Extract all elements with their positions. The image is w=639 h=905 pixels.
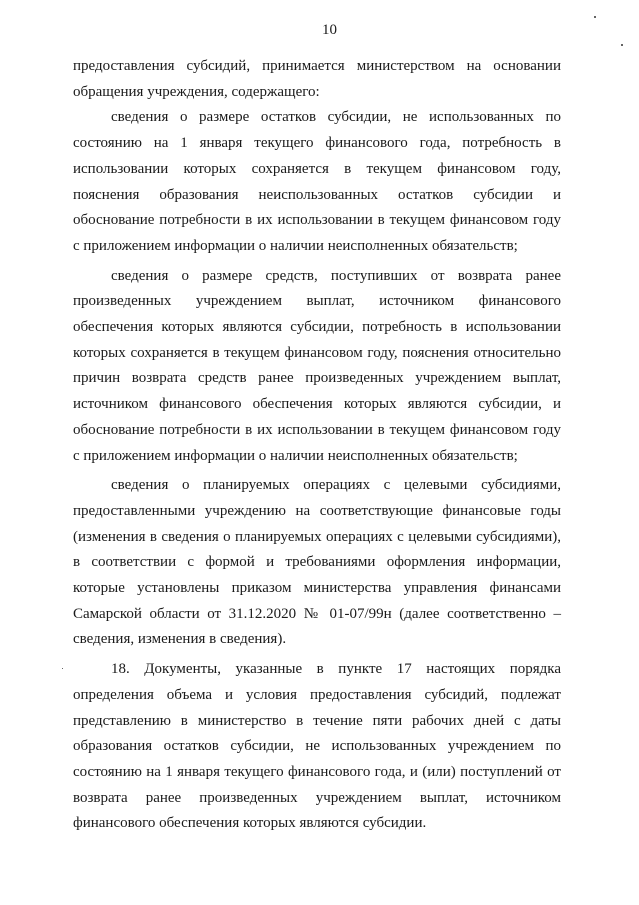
paragraph-remaining-subsidy-info: сведения о размере остатков субсидии, не использованных по состоянию на 1 января текущего финансового года, потребность в использовании которых сохраняется в текущем финансовом году, пояснения образования неиспользованных остатков субсидии и обоснование потребности в их использовании в текущем финансовом году с приложением информации о наличии неисполненных обязательств; bbox=[73, 109, 561, 254]
document-body bbox=[73, 54, 561, 837]
paragraph-continuation: предоставления субсидий, принимается министерством на основании обращения учреждения, содержащего: bbox=[73, 58, 561, 100]
paragraph-returned-funds-info: сведения о размере средств, поступивших от возврата ранее произведенных учреждением выплат, источником финансового обеспечения которых являются субсидии, потребность в использовании которых сохраняется в текущем финансовом году, пояснения относительно причин возврата средств ранее произведенных учреждением выплат, источником финансового обеспечения которых являются субсидии, и обоснование потребности в их использовании в текущем финансовом году с приложением информации о наличии неисполненных обязательств; bbox=[73, 267, 561, 464]
paragraph-planned-operations-info: сведения о планируемых операциях с целевыми субсидиями, предоставленными учреждению на соответствующие финансовые годы (изменения в сведения о планируемых операциях с целевыми субсидиями), в соответствии с формой и требованиями оформления информации, которые установлены приказом министерства управления финансами Самарской области от 31.12.2020 № 01-07/99н (далее соответственно – сведения, изменения в сведения). bbox=[73, 477, 561, 648]
scan-speck bbox=[621, 44, 623, 46]
paragraph-clause-18: 18. Документы, указанные в пункте 17 настоящих порядка определения объема и условия предоставления субсидий, подлежат представлению в министерство в течение пяти рабочих дней с даты образования остатков субсидии, не использованных учреждением по состоянию на 1 января текущего финансового года, и (или) поступлений от возврата ранее произведенных учреждением выплат, источником финансового обеспечения которых являются субсидии. bbox=[73, 661, 561, 832]
scan-speck bbox=[62, 668, 63, 669]
page-number: 10 bbox=[322, 22, 337, 38]
scan-speck bbox=[594, 16, 596, 18]
